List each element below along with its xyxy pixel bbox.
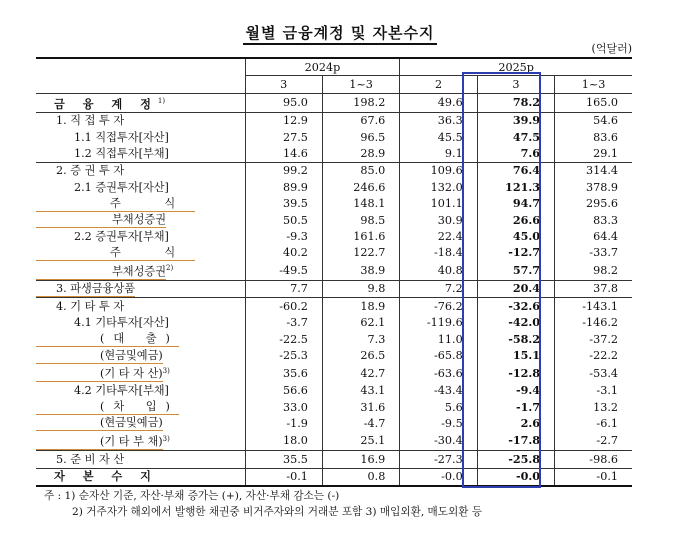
header-year-2025: 2025p — [400, 58, 632, 76]
value-cell: -3.7 — [245, 315, 322, 331]
value-cell: 2.6 — [477, 415, 554, 431]
footnote-2: 2) 거주자가 해외에서 발행한 채권중 비거주자와의 거래분 포함 3) 매입외환, 매도외환 등 — [72, 506, 483, 518]
value-cell: 121.3 — [477, 179, 554, 195]
value-cell: 198.2 — [322, 93, 399, 112]
value-cell: 18.0 — [245, 432, 322, 451]
value-cell: 26.5 — [322, 347, 399, 363]
value-cell: -37.2 — [555, 331, 632, 347]
value-cell: 9.8 — [322, 280, 399, 297]
row-footnote-marker: 1) — [157, 96, 166, 105]
value-cell: 96.5 — [322, 129, 399, 145]
value-cell: 22.4 — [400, 228, 477, 244]
value-cell: 122.7 — [322, 245, 399, 261]
value-cell: 39.9 — [477, 112, 554, 129]
row-label — [36, 245, 245, 261]
value-cell: -0.0 — [477, 468, 554, 486]
value-cell: -0.1 — [245, 468, 322, 486]
value-cell: 12.9 — [245, 112, 322, 129]
header-year-2024: 2024p — [245, 58, 400, 76]
value-cell: 165.0 — [555, 93, 632, 112]
value-cell: 16.9 — [322, 451, 399, 468]
header-corner-bottom — [36, 76, 245, 93]
row-label-text: 2.2 증권투자[부채] — [74, 229, 169, 243]
header-corner — [36, 58, 245, 76]
value-cell: 26.6 — [477, 212, 554, 228]
row-label-text: (차 입) — [36, 399, 179, 415]
table-row — [36, 280, 632, 297]
value-cell: 31.6 — [322, 399, 399, 415]
value-cell: 27.5 — [245, 129, 322, 145]
footnote-1: 주 : 1) 순자산 기준, 자산·부채 증가는 (+), 자산·부채 감소는 (-) — [44, 490, 340, 502]
table-row — [36, 451, 632, 468]
value-cell: 25.1 — [322, 432, 399, 451]
row-label-text: 3. 파생금융상품 — [36, 281, 135, 297]
row-label — [36, 112, 245, 129]
value-cell: 7.3 — [322, 331, 399, 347]
value-cell: 29.1 — [555, 145, 632, 162]
value-cell: 42.7 — [322, 364, 399, 383]
value-cell: 109.6 — [400, 162, 477, 179]
value-cell: 9.1 — [400, 145, 477, 162]
value-cell: 49.6 — [400, 93, 477, 112]
value-cell: -22.5 — [245, 331, 322, 347]
value-cell: 18.9 — [322, 298, 399, 315]
table-row — [36, 298, 632, 315]
table-row — [36, 212, 632, 228]
row-label — [36, 451, 245, 468]
value-cell: -9.5 — [400, 415, 477, 431]
row-label-text: (기 타 부 채) — [36, 434, 163, 450]
value-cell: -9.3 — [245, 228, 322, 244]
value-cell: -25.8 — [477, 451, 554, 468]
value-cell: 99.2 — [245, 162, 322, 179]
value-cell: 7.2 — [400, 280, 477, 297]
value-cell: -76.2 — [400, 298, 477, 315]
row-label — [36, 432, 245, 451]
value-cell: 50.5 — [245, 212, 322, 228]
value-cell: -4.7 — [322, 415, 399, 431]
unit-label: (억달러) — [591, 42, 632, 55]
value-cell: 30.9 — [400, 212, 477, 228]
value-cell: 15.1 — [477, 347, 554, 363]
value-cell: -3.1 — [555, 382, 632, 398]
value-cell: -0.1 — [555, 468, 632, 486]
row-label — [36, 331, 245, 347]
row-label-text: 부채성증권 — [36, 212, 166, 228]
table-row — [36, 382, 632, 398]
row-label — [36, 162, 245, 179]
table-row — [36, 331, 632, 347]
value-cell: 40.8 — [400, 261, 477, 280]
value-cell: 33.0 — [245, 399, 322, 415]
value-cell: 83.6 — [555, 129, 632, 145]
value-cell: -32.6 — [477, 298, 554, 315]
row-label-text: (대 출) — [36, 331, 179, 347]
value-cell: 7.6 — [477, 145, 554, 162]
row-label — [36, 179, 245, 195]
row-label — [36, 129, 245, 145]
row-label — [36, 415, 245, 431]
row-label-text: 5. 준 비 자 산 — [56, 453, 125, 467]
value-cell: -1.9 — [245, 415, 322, 431]
value-cell: -146.2 — [555, 315, 632, 331]
row-label — [36, 399, 245, 415]
row-label — [36, 347, 245, 363]
value-cell: -12.8 — [477, 364, 554, 383]
value-cell: 47.5 — [477, 129, 554, 145]
value-cell: -58.2 — [477, 331, 554, 347]
header-month: 1~3 — [555, 76, 632, 93]
table-row — [36, 261, 632, 280]
value-cell: 62.1 — [322, 315, 399, 331]
value-cell: -33.7 — [555, 245, 632, 261]
row-label-text: (현금및예금) — [36, 348, 163, 364]
value-cell: -18.4 — [400, 245, 477, 261]
value-cell: 83.3 — [555, 212, 632, 228]
value-cell: 36.3 — [400, 112, 477, 129]
value-cell: -0.0 — [400, 468, 477, 486]
value-cell: 132.0 — [400, 179, 477, 195]
row-label — [36, 93, 245, 112]
row-label-text: 1. 직 접 투 자 — [56, 114, 125, 128]
value-cell: -2.7 — [555, 432, 632, 451]
value-cell: -49.5 — [245, 261, 322, 280]
row-label-text: 주 식 — [36, 196, 195, 212]
row-label — [36, 261, 245, 280]
table-row — [36, 179, 632, 195]
row-label-text: 금 융 계 정 — [54, 96, 158, 111]
row-label-text: 4.2 기타투자[부채] — [74, 384, 169, 398]
value-cell: -63.6 — [400, 364, 477, 383]
value-cell: 40.2 — [245, 245, 322, 261]
table-row — [36, 399, 632, 415]
table-row — [36, 162, 632, 179]
value-cell: 98.2 — [555, 261, 632, 280]
value-cell: -27.3 — [400, 451, 477, 468]
value-cell: 78.2 — [477, 93, 554, 112]
value-cell: 57.7 — [477, 261, 554, 280]
value-cell: -43.4 — [400, 382, 477, 398]
value-cell: -1.7 — [477, 399, 554, 415]
table-row — [36, 468, 632, 486]
header-month: 3 — [477, 76, 554, 93]
value-cell: -98.6 — [555, 451, 632, 468]
row-label-text: 부채성증권 — [36, 264, 166, 280]
table-row — [36, 245, 632, 261]
row-label — [36, 280, 245, 297]
table-row — [36, 415, 632, 431]
table-row — [36, 112, 632, 129]
value-cell: 295.6 — [555, 195, 632, 211]
header-month: 1~3 — [322, 76, 399, 93]
value-cell: 76.4 — [477, 162, 554, 179]
value-cell: -53.4 — [555, 364, 632, 383]
row-label-text: (현금및예금) — [36, 415, 163, 431]
header-month: 2 — [400, 76, 477, 93]
value-cell: 95.0 — [245, 93, 322, 112]
row-label — [36, 298, 245, 315]
value-cell: 85.0 — [322, 162, 399, 179]
value-cell: 64.4 — [555, 228, 632, 244]
value-cell: 67.6 — [322, 112, 399, 129]
value-cell: 89.9 — [245, 179, 322, 195]
value-cell: 20.4 — [477, 280, 554, 297]
value-cell: 45.0 — [477, 228, 554, 244]
value-cell: -17.8 — [477, 432, 554, 451]
row-label — [36, 315, 245, 331]
row-label-text: (기 타 자 산) — [36, 366, 163, 382]
value-cell: 246.6 — [322, 179, 399, 195]
value-cell: 5.6 — [400, 399, 477, 415]
value-cell: 39.5 — [245, 195, 322, 211]
row-label — [36, 382, 245, 398]
value-cell: 314.4 — [555, 162, 632, 179]
value-cell: 378.9 — [555, 179, 632, 195]
value-cell: 7.7 — [245, 280, 322, 297]
value-cell: 98.5 — [322, 212, 399, 228]
row-label — [36, 468, 245, 486]
value-cell: 161.6 — [322, 228, 399, 244]
table-row — [36, 432, 632, 451]
row-label — [36, 145, 245, 162]
table-row — [36, 347, 632, 363]
value-cell: -22.2 — [555, 347, 632, 363]
value-cell: 28.9 — [322, 145, 399, 162]
row-label-text: 4. 기 타 투 자 — [56, 299, 125, 313]
value-cell: -30.4 — [400, 432, 477, 451]
value-cell: 37.8 — [555, 280, 632, 297]
value-cell: 148.1 — [322, 195, 399, 211]
table-row — [36, 315, 632, 331]
value-cell: -119.6 — [400, 315, 477, 331]
value-cell: 101.1 — [400, 195, 477, 211]
value-cell: 11.0 — [400, 331, 477, 347]
row-label-text: 2. 증 권 투 자 — [56, 164, 125, 178]
value-cell: 38.9 — [322, 261, 399, 280]
header-month: 3 — [245, 76, 322, 93]
value-cell: 94.7 — [477, 195, 554, 211]
value-cell: -60.2 — [245, 298, 322, 315]
table-row — [36, 228, 632, 244]
value-cell: 54.6 — [555, 112, 632, 129]
table-row — [36, 364, 632, 383]
value-cell: 13.2 — [555, 399, 632, 415]
value-cell: 45.5 — [400, 129, 477, 145]
value-cell: 0.8 — [322, 468, 399, 486]
value-cell: 56.6 — [245, 382, 322, 398]
value-cell: -12.7 — [477, 245, 554, 261]
row-label — [36, 364, 245, 383]
row-footnote-marker: 3) — [162, 434, 170, 443]
table-title: 월별 금융계정 및 자본수지 — [0, 22, 680, 43]
financial-account-table — [36, 57, 632, 487]
table-row — [36, 93, 632, 112]
row-label-text: 4.1 기타투자[자산] — [74, 316, 169, 330]
value-cell: 35.5 — [245, 451, 322, 468]
value-cell: 14.6 — [245, 145, 322, 162]
value-cell: -65.8 — [400, 347, 477, 363]
footnotes — [44, 488, 482, 520]
row-label-text: 자 본 수 지 — [54, 469, 158, 484]
table-row — [36, 145, 632, 162]
value-cell: 35.6 — [245, 364, 322, 383]
row-label-text: 주 식 — [36, 245, 195, 261]
row-label-text: 1.1 직접투자[자산] — [74, 130, 169, 144]
value-cell: 43.1 — [322, 382, 399, 398]
row-label — [36, 195, 245, 211]
value-cell: -42.0 — [477, 315, 554, 331]
row-label — [36, 228, 245, 244]
row-footnote-marker: 2) — [166, 264, 174, 273]
value-cell: -25.3 — [245, 347, 322, 363]
table-row — [36, 195, 632, 211]
row-label-text: 1.2 직접투자[부채] — [74, 146, 169, 160]
row-label — [36, 212, 245, 228]
row-label-text: 2.1 증권투자[자산] — [74, 180, 169, 194]
table-row — [36, 129, 632, 145]
value-cell: -143.1 — [555, 298, 632, 315]
value-cell: -6.1 — [555, 415, 632, 431]
row-footnote-marker: 3) — [162, 366, 170, 375]
value-cell: -9.4 — [477, 382, 554, 398]
